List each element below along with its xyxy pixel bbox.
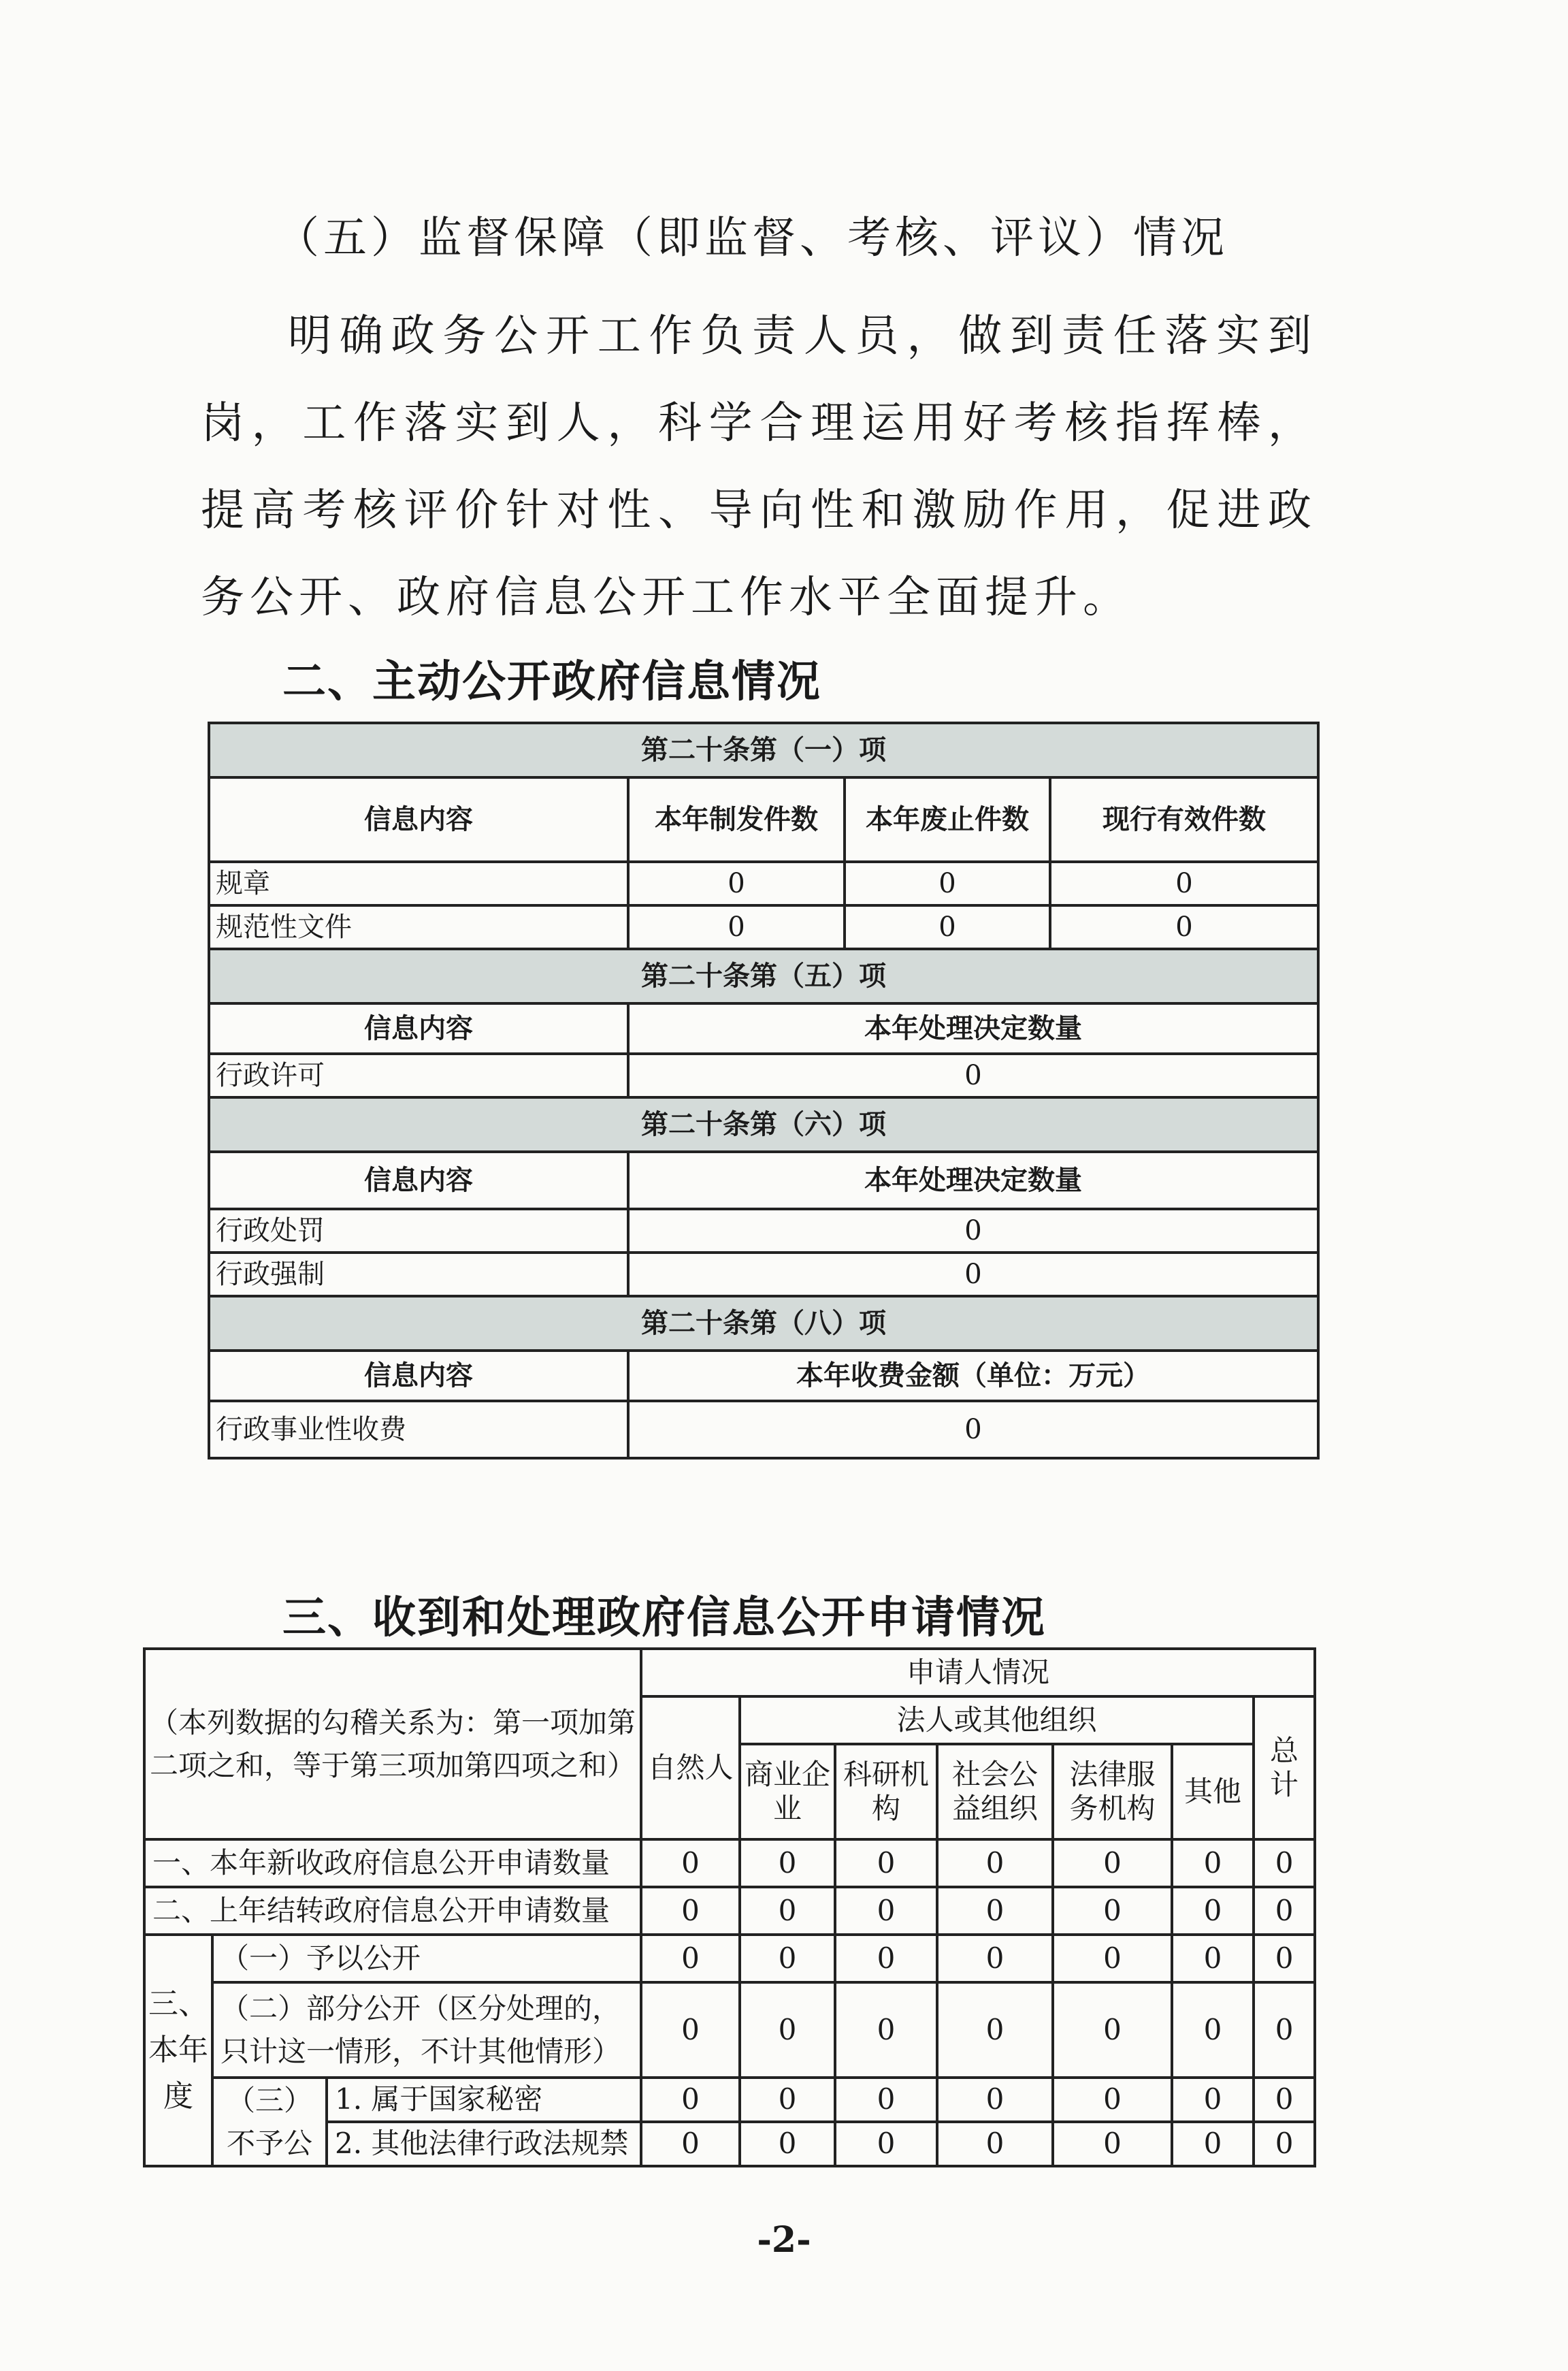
cell-value: 0 (937, 1935, 1053, 1982)
application-table (143, 1647, 1316, 2167)
row-label: 一、本年新收政府信息公开申请数量 (144, 1839, 641, 1887)
cell-value: 0 (1172, 1839, 1254, 1887)
row-label: 行政许可 (209, 1054, 628, 1097)
cell-value: 0 (1254, 1839, 1315, 1887)
cell-value: 0 (641, 1839, 740, 1887)
legal-entity-header: 法人或其他组织 (740, 1696, 1254, 1744)
cell-value: 0 (937, 1839, 1053, 1887)
part3-title: 三、收到和处理政府信息公开申请情况 (282, 1593, 1046, 1643)
cell-value: 0 (937, 2078, 1053, 2122)
cell-value: 0 (1053, 1839, 1172, 1887)
cell-value: 0 (937, 1887, 1053, 1935)
cell-value: 0 (628, 1209, 1318, 1253)
cell-value: 0 (1053, 1887, 1172, 1935)
table-row (209, 1401, 1318, 1458)
cell-value: 0 (835, 1982, 937, 2078)
page-number: -2- (757, 2219, 811, 2261)
column-header: 本年制发件数 (628, 777, 845, 862)
row-group-label: 三、本年度 (144, 1935, 212, 2166)
column-header: 本年处理决定数量 (628, 1152, 1318, 1209)
row-label: 规章 (209, 862, 628, 905)
cell-value: 0 (1254, 1982, 1315, 2078)
table-row (144, 1982, 1315, 2078)
row-group-label: （三）不予公 (212, 2078, 327, 2166)
section-title: 第二十条第（五）项 (209, 949, 1318, 1003)
cell-value: 0 (641, 2078, 740, 2122)
cell-value: 0 (835, 1935, 937, 1982)
table-row (209, 905, 1318, 949)
column-header: 信息内容 (209, 1152, 628, 1209)
column-header: 本年处理决定数量 (628, 1003, 1318, 1054)
cell-value: 0 (937, 1982, 1053, 2078)
row-label: 规范性文件 (209, 905, 628, 949)
cell-value: 0 (1053, 2078, 1172, 2122)
proactive-disclosure-table (208, 722, 1320, 1459)
cell-value: 0 (1172, 1887, 1254, 1935)
cell-value: 0 (740, 1935, 835, 1982)
section-title: 第二十条第（六）项 (209, 1097, 1318, 1152)
relationship-note: （本列数据的勾稽关系为：第一项加第二项之和，等于第三项加第四项之和） (144, 1649, 641, 1839)
row-label: 行政处罚 (209, 1209, 628, 1253)
cell-value: 0 (1172, 2122, 1254, 2166)
cell-value: 0 (835, 2078, 937, 2122)
column-header: 商业企业 (740, 1744, 835, 1839)
column-header: 信息内容 (209, 1003, 628, 1054)
table-row (209, 862, 1318, 905)
cell-value: 0 (628, 1253, 1318, 1296)
cell-value: 0 (740, 1839, 835, 1887)
row-label: （一）予以公开 (212, 1935, 641, 1982)
cell-value: 0 (1254, 1935, 1315, 1982)
cell-value: 0 (628, 862, 845, 905)
cell-value: 0 (1172, 1982, 1254, 2078)
cell-value: 0 (740, 1982, 835, 2078)
row-label: 行政事业性收费 (209, 1401, 628, 1458)
column-header: 本年收费金额（单位：万元） (628, 1351, 1318, 1401)
table-row (209, 1209, 1318, 1253)
row-label: 行政强制 (209, 1253, 628, 1296)
cell-value: 0 (835, 2122, 937, 2166)
cell-value: 0 (740, 1887, 835, 1935)
cell-value: 0 (1053, 1982, 1172, 2078)
row-label: 2. 其他法律行政法规禁 (327, 2122, 641, 2166)
column-header: 信息内容 (209, 777, 628, 862)
column-header: 科研机构 (835, 1744, 937, 1839)
column-header: 法律服务机构 (1053, 1744, 1172, 1839)
table-row (144, 1935, 1315, 1982)
column-header: 现行有效件数 (1050, 777, 1318, 862)
table-row (144, 2078, 1315, 2122)
cell-value: 0 (641, 2122, 740, 2166)
cell-value: 0 (937, 2122, 1053, 2166)
column-header: 信息内容 (209, 1351, 628, 1401)
cell-value: 0 (845, 905, 1050, 949)
cell-value: 0 (1053, 1935, 1172, 1982)
cell-value: 0 (1172, 2078, 1254, 2122)
section-heading: （五）监督保障（即监督、考核、评议）情况 (276, 213, 1228, 263)
cell-value: 0 (1254, 2122, 1315, 2166)
total-header: 总计 (1254, 1696, 1315, 1839)
cell-value: 0 (628, 1401, 1318, 1458)
applicant-header: 申请人情况 (641, 1649, 1315, 1696)
row-label: （二）部分公开（区分处理的，只计这一情形，不计其他情形） (212, 1982, 641, 2078)
cell-value: 0 (641, 1887, 740, 1935)
cell-value: 0 (845, 862, 1050, 905)
cell-value: 0 (1053, 2122, 1172, 2166)
column-header: 本年废止件数 (845, 777, 1050, 862)
cell-value: 0 (628, 1054, 1318, 1097)
cell-value: 0 (835, 1839, 937, 1887)
table-row (209, 1253, 1318, 1296)
column-header: 其他 (1172, 1744, 1254, 1839)
cell-value: 0 (1254, 2078, 1315, 2122)
column-header: 社会公益组织 (937, 1744, 1053, 1839)
cell-value: 0 (740, 2078, 835, 2122)
cell-value: 0 (1050, 905, 1318, 949)
row-label: 二、上年结转政府信息公开申请数量 (144, 1887, 641, 1935)
cell-value: 0 (835, 1887, 937, 1935)
section-title: 第二十条第（八）项 (209, 1296, 1318, 1351)
section-title: 第二十条第（一）项 (209, 723, 1318, 777)
row-label: 1. 属于国家秘密 (327, 2078, 641, 2122)
cell-value: 0 (641, 1982, 740, 2078)
part2-title: 二、主动公开政府信息情况 (282, 657, 821, 707)
cell-value: 0 (641, 1935, 740, 1982)
cell-value: 0 (628, 905, 845, 949)
cell-value: 0 (740, 2122, 835, 2166)
section-paragraph: 明确政务公开工作负责人员，做到责任落实到岗，工作落实到人，科学合理运用好考核指挥棒，提高考核评价针对性、导向性和激励作用，促进政务公开、政府信息公开工作水平全面提升。 (201, 311, 1317, 623)
natural-person-header: 自然人 (641, 1696, 740, 1839)
table-row (144, 1887, 1315, 1935)
table-row (209, 1054, 1318, 1097)
table-row (144, 1839, 1315, 1887)
cell-value: 0 (1050, 862, 1318, 905)
cell-value: 0 (1172, 1935, 1254, 1982)
cell-value: 0 (1254, 1887, 1315, 1935)
